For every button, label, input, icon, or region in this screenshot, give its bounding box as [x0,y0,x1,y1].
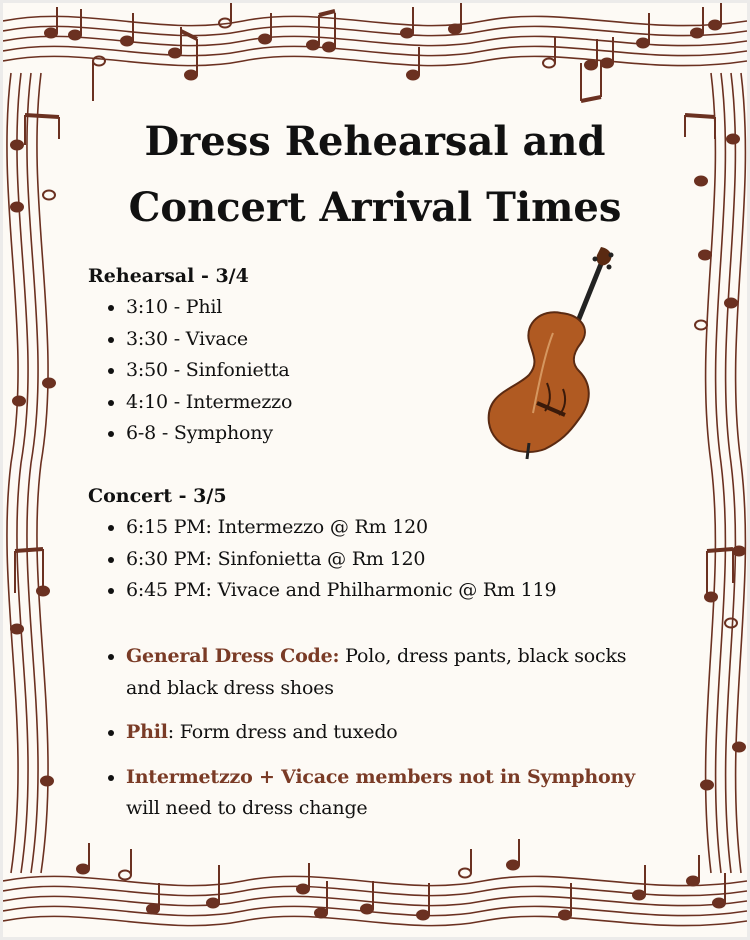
dress-code-notes [106,641,646,838]
concert-list [106,512,556,607]
note-label: Intermetzzo + Vicace members not in Symphony [126,765,635,788]
flyer-content [3,3,747,937]
dress-note-general [126,641,646,704]
dress-note-phil [126,717,646,749]
list-item: • 6:30 PM: Sinfonietta @ Rm 120 [126,544,556,576]
list-item: • 6:45 PM: Vivace and Philharmonic @ Rm 119 [126,575,556,607]
list-item: • 4:10 - Intermezzo [126,387,292,419]
note-text: : Form dress and tuxedo [167,721,398,743]
concert-heading: Concert - 3/5 [88,485,227,507]
cello-icon [481,243,621,463]
rehearsal-list [106,292,292,450]
note-text: Polo, dress pants, black socks and black dress shoes [126,645,627,699]
title-line-2: Concert Arrival Times [128,184,622,231]
list-item: • 6:15 PM: Intermezzo @ Rm 120 [126,512,556,544]
title-line-1: Dress Rehearsal and [144,118,606,165]
list-item: • 3:30 - Vivace [126,324,292,356]
list-item: • 3:50 - Sinfonietta [126,355,292,387]
note-label: Phil [126,721,168,743]
dress-note-change [126,762,646,825]
list-item: • 6-8 - Symphony [126,418,292,450]
note-text: will need to dress change [126,797,368,819]
page-title [43,109,707,241]
list-item: • 3:10 - Phil [126,292,292,324]
flyer-page [3,3,747,937]
note-label: General Dress Code: [126,645,340,667]
rehearsal-heading: Rehearsal - 3/4 [88,265,249,287]
